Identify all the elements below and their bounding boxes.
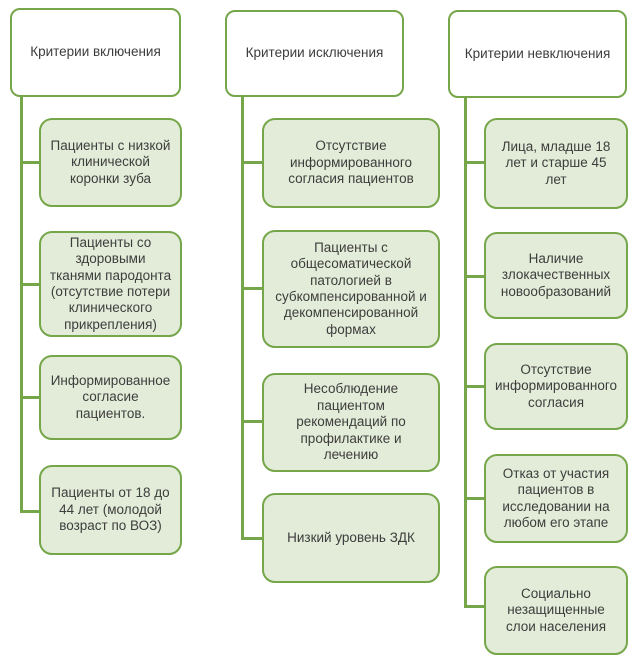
connector-vertical-col3 [464,98,467,608]
connector-stub-col3-2 [464,275,484,278]
criteria-box-noninclusion-2: Наличие злокачественных новообразований [484,232,628,319]
criteria-box-exclusion-1: Отсутствие информированного согласия пациентов [262,118,440,208]
connector-stub-col2-1 [241,161,262,164]
criteria-box-inclusion-3: Информированное согласие пациентов. [39,355,182,440]
header-box-exclusion: Критерии исключения [225,10,404,97]
connector-vertical-col1 [20,97,23,513]
criteria-box-noninclusion-1: Лица, младше 18 лет и старше 45 лет [484,118,628,209]
criteria-box-noninclusion-3: Отсутствие информированного согласия [484,343,628,430]
criteria-box-exclusion-2: Пациенты с общесоматической патологией в субкомпенсированной и декомпенсированной формах [262,230,440,348]
connector-stub-col1-3 [20,396,39,399]
connector-stub-col3-5 [464,605,484,608]
header-box-noninclusion: Критерии невключения [448,10,627,98]
criteria-box-inclusion-1: Пациенты с низкой клинической коронки зуба [39,118,182,207]
connector-stub-col2-3 [241,420,262,423]
connector-stub-col3-1 [464,161,484,164]
criteria-box-inclusion-4: Пациенты от 18 до 44 лет (молодой возраст по ВОЗ) [39,465,182,555]
criteria-box-exclusion-4: Низкий уровень ЗДК [262,493,440,583]
connector-stub-col2-4 [241,537,262,540]
connector-stub-col3-4 [464,497,484,500]
header-box-inclusion: Критерии включения [10,8,181,97]
connector-stub-col1-2 [20,283,39,286]
criteria-box-exclusion-3: Несоблюдение пациентом рекомендаций по профилактике и лечению [262,373,440,472]
connector-stub-col3-3 [464,385,484,388]
criteria-box-noninclusion-4: Отказ от участия пациентов в исследовании на любом его этапе [484,454,628,543]
criteria-box-noninclusion-5: Социально незащищенные слои населения [484,566,628,655]
criteria-box-inclusion-2: Пациенты со здоровыми тканями пародонта (отсутствие потери клинического прикрепления) [39,231,182,337]
connector-stub-col1-4 [20,510,39,513]
connector-stub-col1-1 [20,161,39,164]
connector-stub-col2-2 [241,287,262,290]
